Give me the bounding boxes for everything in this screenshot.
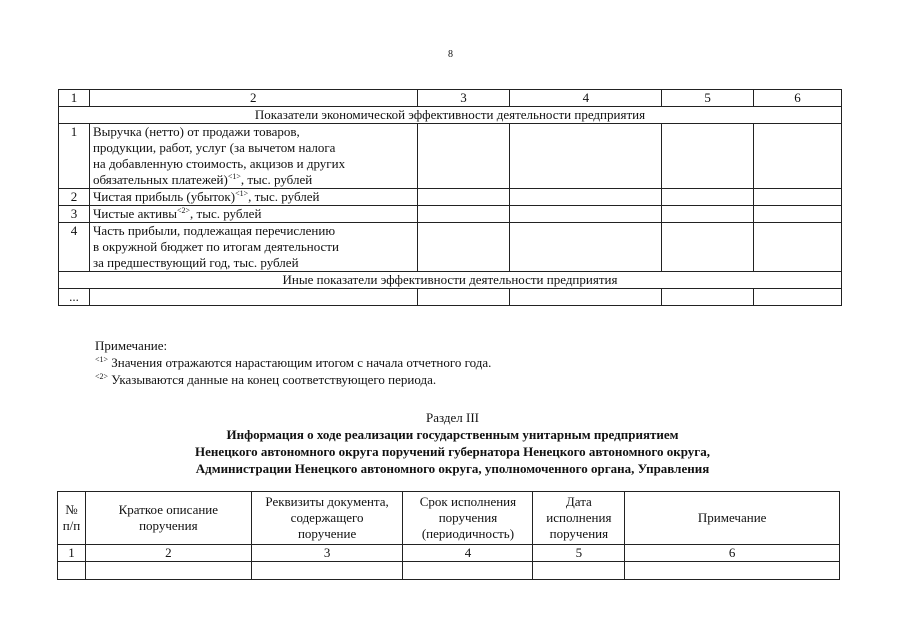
cell-empty [510,124,662,189]
cell-empty [510,289,662,306]
table-row [59,289,842,306]
note-block [95,337,491,388]
row-number: 2 [59,189,90,206]
note-text: Значения отражаются нарастающим итогом с начала отчетного года. [108,355,492,370]
row-ellipsis: ... [59,289,90,306]
indicator-line: Чистая прибыль (убыток) [92,189,236,204]
table-row [59,206,842,223]
table-header-row [58,492,840,545]
indicator-line: на добавленную стоимость, акцизов и других [92,156,346,171]
footnote-ref: <1> [227,172,241,181]
indicator-unit: , тыс. рублей [240,172,313,187]
cell-empty [510,189,662,206]
row-indicator [89,206,417,223]
table-header-row [59,90,842,107]
cell-empty [662,189,754,206]
header-completion-date: Дата исполнения поручения [533,492,625,545]
row-indicator [89,124,417,189]
cell-empty [417,206,510,223]
note-text: Указываются данные на конец соответствующего периода. [108,372,437,387]
footnote-ref: <1> [235,189,249,198]
assignments-table [57,491,840,580]
indicator-unit: , тыс. рублей [248,189,320,204]
col-number: 4 [403,545,533,562]
cell-empty [251,562,403,580]
cell-empty [85,562,251,580]
table-row [58,562,840,580]
page-number: 8 [448,49,453,60]
cell-empty [417,124,510,189]
col-number: 1 [58,545,86,562]
col-number: 6 [625,545,840,562]
cell-empty [754,124,842,189]
indicator-line: за предшествующий год, тыс. рублей [92,255,299,270]
cell-empty [662,289,754,306]
indicator-line: Чистые активы [92,206,178,221]
header-remark: Примечание [625,492,840,545]
footnote-ref: <2> [177,206,191,215]
col-header-1: 1 [59,90,90,107]
cell-empty [417,289,510,306]
cell-empty [58,562,86,580]
section-heading-line: Информация о ходе реализации государственным унитарным предприятием [226,427,679,442]
note-title: Примечание: [95,338,168,353]
cell-empty [510,223,662,272]
col-header-6: 6 [754,90,842,107]
table-row [59,189,842,206]
cell-empty [533,562,625,580]
indicator-line: в окружной бюджет по итогам деятельности [92,239,339,254]
header-document: Реквизиты документа, содержащего поручение [251,492,403,545]
section-row-economic [59,107,842,124]
cell-empty [403,562,533,580]
cell-empty [89,289,417,306]
col-header-4: 4 [510,90,662,107]
section-title: Показатели экономической эффективности деятельности предприятия [59,107,842,124]
cell-empty [754,289,842,306]
section-heading-line: Ненецкого автономного округа поручений губернатора Ненецкого автономного округа, [195,444,710,459]
cell-empty [510,206,662,223]
header-description: Краткое описание поручения [85,492,251,545]
cell-empty [625,562,840,580]
row-number: 4 [59,223,90,272]
row-indicator [89,223,417,272]
efficiency-table [58,89,842,306]
cell-empty [417,223,510,272]
col-number: 2 [85,545,251,562]
cell-empty [662,223,754,272]
table-row [59,124,842,189]
table-row [59,223,842,272]
col-header-2: 2 [89,90,417,107]
cell-empty [754,223,842,272]
row-number: 1 [59,124,90,189]
cell-empty [662,124,754,189]
section-title: Иные показатели эффективности деятельности предприятия [59,272,842,289]
header-deadline: Срок исполнения поручения (периодичность) [403,492,533,545]
col-header-3: 3 [417,90,510,107]
section-row-other [59,272,842,289]
cell-empty [417,189,510,206]
section-label: Раздел III [425,410,479,425]
indicator-line: Выручка (нетто) от продажи товаров, [92,124,300,139]
cell-empty [754,206,842,223]
footnote-mark: <1> [95,355,109,364]
indicator-line: обязательных платежей) [92,172,228,187]
cell-empty [662,206,754,223]
table-number-row [58,545,840,562]
header-number: № п/п [58,492,86,545]
col-header-5: 5 [662,90,754,107]
indicator-line: продукции, работ, услуг (за вычетом налога [92,140,336,155]
row-indicator [89,189,417,206]
indicator-unit: , тыс. рублей [190,206,262,221]
indicator-line: Часть прибыли, подлежащая перечислению [92,223,336,238]
cell-empty [754,189,842,206]
footnote-mark: <2> [95,372,109,381]
row-number: 3 [59,206,90,223]
note-item [95,354,491,371]
note-item [95,371,491,388]
col-number: 3 [251,545,403,562]
section-heading-line: Администрации Ненецкого автономного округа, уполномоченного органа, Управления [195,461,710,476]
col-number: 5 [533,545,625,562]
